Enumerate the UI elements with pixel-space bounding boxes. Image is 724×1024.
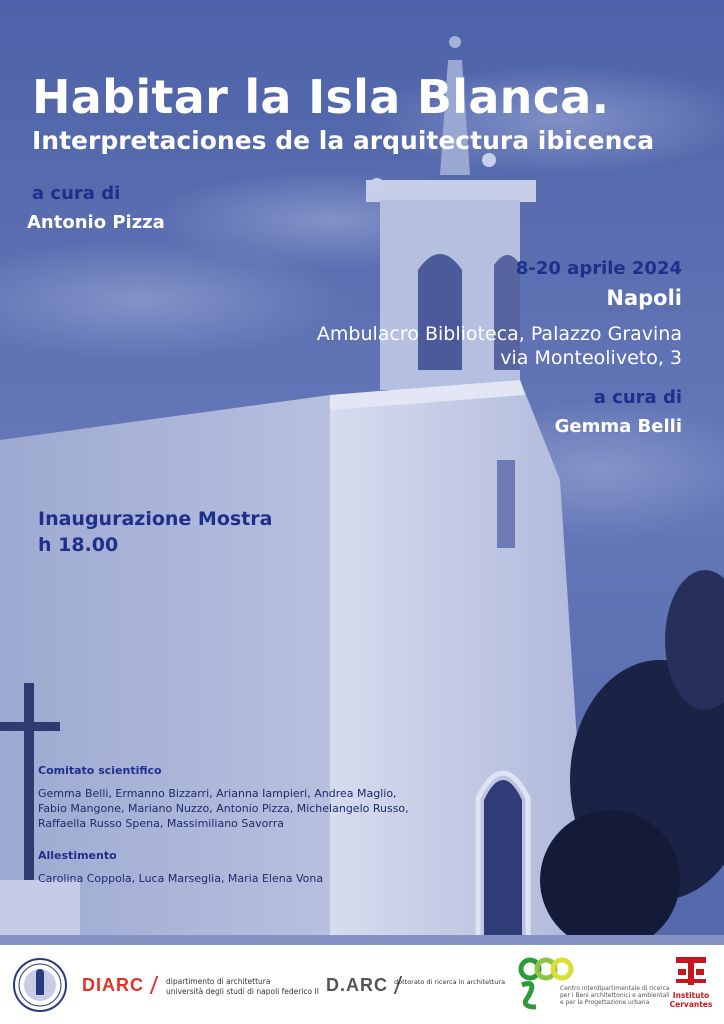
- darc-caption: dottorato di ricerca in architettura: [394, 978, 506, 986]
- exhibition-dates: 8-20 aprile 2024: [515, 258, 682, 279]
- cura-label-2: a cura di: [593, 387, 682, 408]
- inauguration-time: h 18.00: [38, 534, 119, 556]
- exhibition-subtitle: Interpretaciones de la arquitectura ibicenca: [32, 126, 655, 155]
- venue-line-1: Ambulacro Biblioteca, Palazzo Gravina: [316, 323, 682, 345]
- cervantes-emblem-icon: [674, 955, 708, 987]
- diarc-logo: [82, 975, 319, 996]
- comitato-line: Fabio Mangone, Mariano Nuzzo, Antonio Pizza, Michelangelo Russo,: [38, 802, 409, 815]
- cervantes-line: Cervantes: [669, 1000, 713, 1009]
- inauguration-info: [38, 506, 272, 558]
- cervantes-line: Instituto: [672, 991, 710, 1000]
- sponsor-logos: [0, 945, 724, 1024]
- darc-wordmark: D.ARC: [326, 975, 388, 995]
- diarc-caption-line: università degli studi di napoli federico II: [166, 987, 319, 996]
- university-seal-icon: [12, 957, 68, 1013]
- curator-2: Gemma Belli: [554, 416, 682, 437]
- exhibition-city: Napoli: [606, 286, 682, 310]
- exhibition-title: Habitar la Isla Blanca.: [32, 70, 610, 124]
- cervantes-logo: [666, 955, 716, 1009]
- comitato-line: Gemma Belli, Ermanno Bizzarri, Arianna Iampieri, Andrea Maglio,: [38, 787, 397, 800]
- comitato-members: [38, 786, 409, 831]
- diarc-wordmark: DIARC: [82, 975, 144, 995]
- comitato-line: Raffaella Russo Spena, Massimiliano Savorra: [38, 817, 284, 830]
- cirb-caption: [560, 985, 670, 1006]
- inauguration-title: Inaugurazione Mostra: [38, 508, 273, 530]
- curator-1: Antonio Pizza: [27, 212, 165, 233]
- venue-address: [317, 322, 682, 370]
- cura-label-1: a cura di: [32, 183, 121, 204]
- cervantes-wordmark: [666, 991, 716, 1009]
- darc-logo: [326, 975, 506, 996]
- diarc-caption-line: dipartimento di architettura: [166, 977, 271, 986]
- comitato-heading: Comitato scientifico: [38, 764, 162, 777]
- allestimento-heading: Allestimento: [38, 849, 117, 862]
- cirb-caption-line: Centro interdipartimentale di ricerca: [560, 985, 670, 992]
- cirb-caption-line: per i Beni architettonici e ambientali: [560, 992, 670, 999]
- venue-line-2: via Monteoliveto, 3: [500, 347, 682, 369]
- diarc-caption: [166, 977, 319, 997]
- allestimento-names: Carolina Coppola, Luca Marseglia, Maria Elena Vona: [38, 872, 324, 885]
- diarc-slash-icon: [150, 976, 159, 994]
- cirb-caption-line: e per la Progettazione urbana: [560, 999, 650, 1006]
